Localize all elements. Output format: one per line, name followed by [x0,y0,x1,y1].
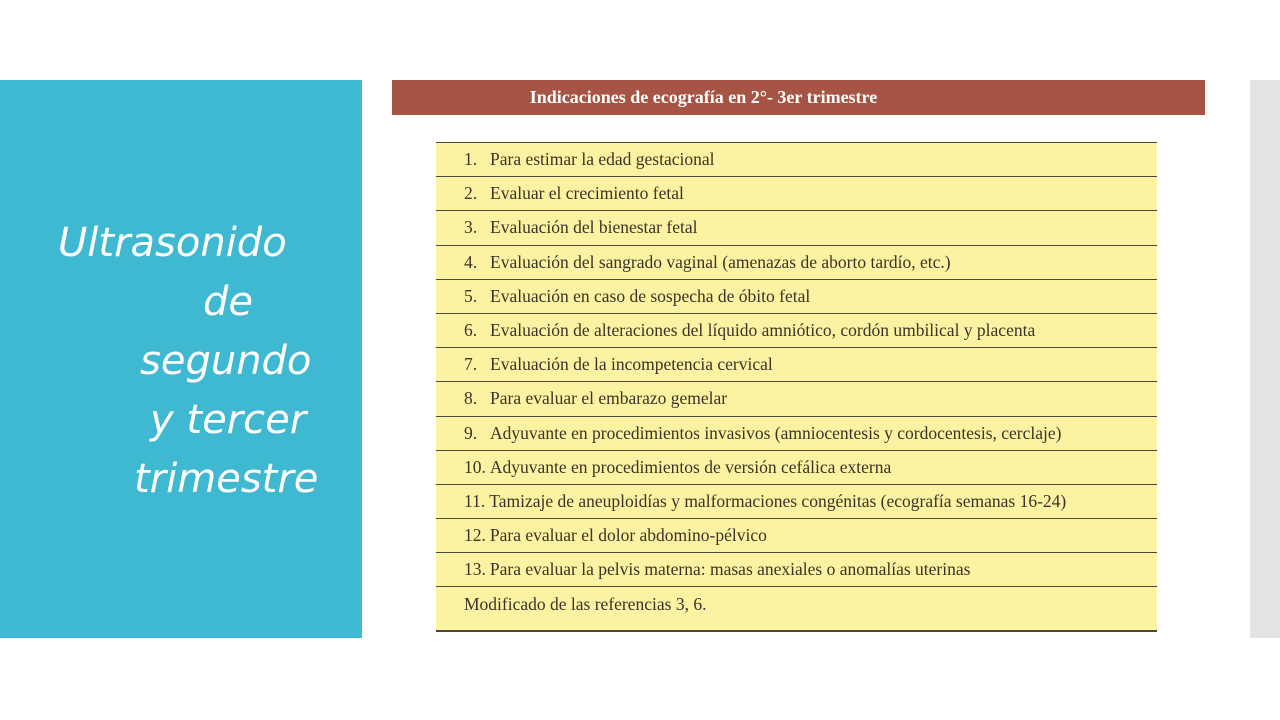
item-text: Adyuvante en procedimientos de versión cefálica externa [489,456,892,477]
item-text: Adyuvante en procedimientos invasivos (amniocentesis y cordocentesis, cerclaje) [490,422,1062,443]
item-number: 10. [464,456,486,477]
table-header-text: Indicaciones de ecografía en 2°- 3er trimestre [529,87,878,107]
item-text: Evaluar el crecimiento fetal [490,183,684,204]
item-number: 13. [464,559,486,580]
list-item [436,348,1157,382]
list-item [436,143,1157,177]
item-text: Evaluación de alteraciones del líquido amniótico, cordón umbilical y placenta [490,320,1036,341]
item-number: 3. [464,217,478,238]
item-number: 1. [464,149,478,170]
item-text: Para estimar la edad gestacional [490,149,715,170]
item-number: 2. [464,183,478,204]
item-number: 5. [464,285,478,306]
list-item [436,451,1157,485]
title-line: y tercer [150,397,307,443]
item-text: Evaluación en caso de sospecha de óbito fetal [490,285,811,306]
item-number: 11. [464,490,486,511]
slide-title [0,214,362,509]
title-line: segundo [140,338,312,384]
item-text: Evaluación del sangrado vaginal (amenazas de aborto tardío, etc.) [490,251,951,272]
list-item [436,553,1157,587]
indications-list [436,142,1157,632]
item-number: 7. [464,354,478,375]
item-number: 12. [464,525,486,546]
list-item [436,519,1157,553]
item-text: Para evaluar la pelvis materna: masas anexiales o anomalías uterinas [489,559,971,580]
title-line: Ultrasonido [58,220,287,266]
item-text: Tamizaje de aneuploidías y malformaciones congénitas (ecografía semanas 16-24) [489,490,1067,511]
item-text: Evaluación de la incompetencia cervical [490,354,773,375]
list-item [436,314,1157,348]
list-item [436,211,1157,245]
footnote-text: Modificado de las referencias 3, 6. [464,594,707,615]
list-item [436,417,1157,451]
list-item [436,177,1157,211]
list-item [436,280,1157,314]
item-number: 4. [464,251,478,272]
item-text: Para evaluar el dolor abdomino-pélvico [489,525,767,546]
list-item [436,382,1157,416]
title-line: de [203,279,253,325]
item-text: Para evaluar el embarazo gemelar [490,388,728,409]
table-header [392,80,1205,115]
table-footnote [436,587,1157,621]
title-line: trimestre [134,456,319,502]
item-number: 6. [464,320,478,341]
right-side-bar [1250,80,1280,638]
item-text: Evaluación del bienestar fetal [490,217,698,238]
list-item [436,246,1157,280]
list-item [436,485,1157,519]
item-number: 8. [464,388,478,409]
item-number: 9. [464,422,478,443]
